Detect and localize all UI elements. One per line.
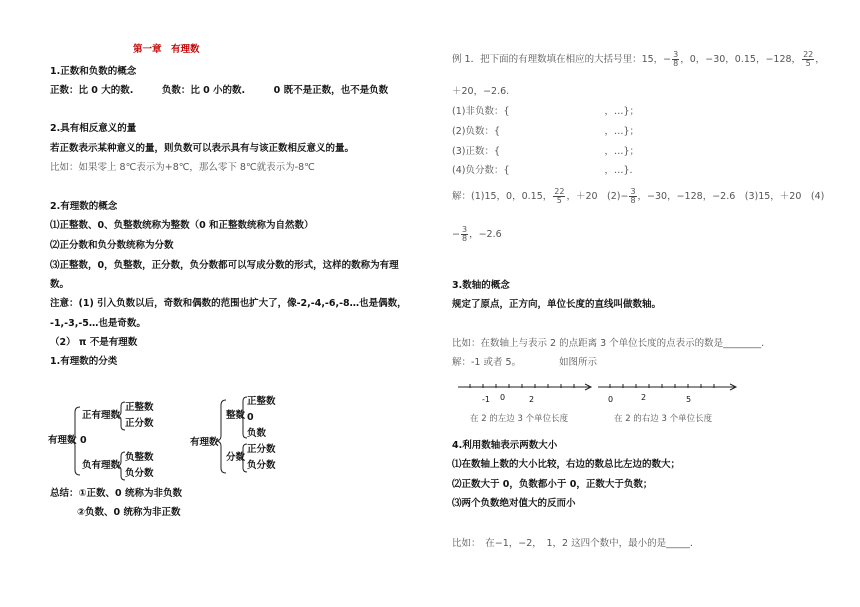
number-line-answer: 解：-1 或者 5。 [452, 357, 522, 368]
answer-part-c: ，−30，−128，−2.6 (3)15，＋20 (4) [637, 191, 825, 202]
rational-note-2: -1,-3,-5…也是奇数。 [50, 318, 146, 329]
compare-p1: ⑴在数轴上数的大小比较，右边的数总比左边的数大； [452, 459, 681, 470]
tree2-fraction: 分数 [226, 452, 246, 463]
frac-num: 3 [461, 225, 468, 234]
tree1-root: 有理数 [48, 435, 77, 446]
example-q-frac1-sign: − [663, 54, 672, 65]
set-negative: (2)负数：{ ，…}； [452, 126, 640, 137]
number-line-definition: 规定了原点，正方向，单位长度的直线叫做数轴。 [452, 299, 662, 310]
section-heading-opposite-quantities: 2.具有相反意义的量 [50, 123, 137, 134]
axis2-label-2: 2 [641, 393, 647, 402]
tree1-positive-fraction: 正分数 [125, 418, 154, 429]
opposite-quantities-example: 比如：如果零上 8℃表示为+8℃，那么零下 8℃就表示为-8℃ [50, 162, 315, 173]
set-negative-fraction: (4)负分数：{ ，…}. [452, 165, 633, 176]
answer2-sign: − [452, 229, 460, 240]
set-positive: (3)正数：{ ，…}； [452, 146, 640, 157]
tree1-negative-fraction: 负分数 [125, 468, 154, 479]
axis2-label-0: 0 [608, 395, 614, 404]
rational-concept-p3a: ⑶正整数，0，负整数，正分数，负分数都可以写成分数的形式，这样的数称为有理 [50, 260, 399, 271]
frac-num: 3 [630, 187, 636, 196]
section-heading-positive-negative: 1.正数和负数的概念 [50, 66, 137, 77]
number-line-answer-note: 如图所示 [559, 357, 598, 368]
compare-p2: ⑵正数大于 0，负数都小于 0，正数大于负数； [452, 479, 653, 490]
tree2-integer: 整数 [226, 410, 246, 421]
frac-den: 8 [673, 59, 679, 68]
answer2-rest: ，−2.6 [469, 229, 502, 240]
frac-num: 22 [803, 50, 814, 59]
chapter-title: 第一章 有理数 [133, 44, 200, 55]
summary-2: ②负数、0 统称为非正数 [77, 507, 181, 518]
axis2-caption: 在 2 的右边 3 个单位长度 [614, 414, 713, 424]
axis1-label-neg1: -1 [482, 395, 490, 404]
rational-concept-p1: ⑴正整数、0、负整数统称为整数（0 和正整数统称为自然数） [50, 220, 314, 231]
axis1-label-0: 0 [500, 393, 506, 402]
frac-den: 5 [556, 196, 562, 205]
answer-part-a: 解：(1)15，0，0.15， [452, 191, 553, 202]
section-heading-compare: 4.利用数轴表示两数大小 [452, 440, 558, 451]
section-heading-number-line: 3.数轴的概念 [452, 280, 510, 291]
rational-concept-p2: ⑵正分数和负分数统称为分数 [50, 240, 174, 251]
compare-p3: ⑶两个负数绝对值大的反而小 [452, 498, 576, 509]
example-q-mid: ，0，−30，0.15，−128， [680, 54, 802, 65]
axis2-label-5: 5 [686, 395, 692, 404]
tree2-root: 有理数 [190, 437, 219, 448]
tree2-negative-fraction: 负分数 [247, 460, 276, 471]
frac-num: 3 [673, 50, 679, 59]
rational-note-3: （2） π 不是有理数 [50, 337, 138, 348]
tree2-positive-fraction: 正分数 [247, 444, 276, 455]
definition-positive-negative: 正数：比 0 大的数. 负数：比 0 小的数. 0 既不是正数，也不是负数 [50, 85, 389, 96]
tree1-zero: 0 [80, 435, 87, 446]
tree2-negative-integer: 负数 [247, 428, 267, 439]
axis1-label-2: 2 [529, 395, 535, 404]
compare-example: 比如： 在−1，−2， 1，2 这四个数中，最小的是_____. [452, 538, 693, 549]
tree1-negative-integer: 负整数 [125, 452, 154, 463]
example-q-prefix: 例 1．把下面的有理数填在相应的大括号里：15， [452, 54, 664, 65]
frac-num: 22 [554, 187, 565, 196]
opposite-quantities-text: 若正数表示某种意义的量，则负数可以表示具有与该正数相反意义的量。 [50, 143, 355, 154]
number-line-example: 比如：在数轴上与表示 2 的点距离 3 个单位长度的点表示的数是________. [452, 338, 765, 349]
summary-1: 总结：①正数、0 统称为非负数 [50, 488, 182, 499]
frac-den: 8 [461, 234, 468, 243]
set-nonnegative: (1)非负数：{ ，…}； [452, 106, 640, 117]
example-q-end: ， [815, 54, 825, 65]
rational-concept-p3b: 数。 [50, 279, 70, 290]
answer-part-b: ，＋20 (2)− [566, 191, 629, 202]
tree1-positive-integer: 正整数 [125, 402, 154, 413]
frac-den: 8 [630, 196, 636, 205]
tree2-positive-integer: 正整数 [247, 396, 276, 407]
frac-den: 5 [805, 59, 811, 68]
example-question-line2: ＋20，−2.6. [452, 86, 510, 97]
tree2-zero: 0 [247, 412, 254, 423]
section-heading-classification: 1.有理数的分类 [50, 356, 118, 367]
tree1-positive-rational: 正有理数 [82, 410, 121, 421]
tree1-negative-rational: 负有理数 [82, 460, 121, 471]
axis1-caption: 在 2 的左边 3 个单位长度 [470, 414, 569, 424]
rational-note-1: 注意：(1) 引入负数以后，奇数和偶数的范围也扩大了，像-2,-4,-6,-8…也是偶数， [50, 298, 407, 309]
section-heading-rational-concept: 2.有理数的概念 [50, 201, 118, 212]
